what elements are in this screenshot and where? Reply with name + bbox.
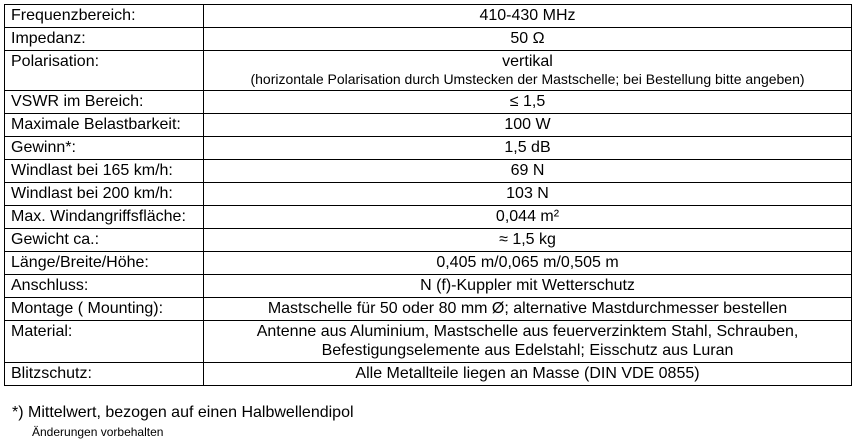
table-row xyxy=(5,321,852,363)
table-row xyxy=(5,114,852,137)
row-value: Alle Metallteile liegen an Masse (DIN VDE 0855) xyxy=(204,363,852,386)
row-value: 50 Ω xyxy=(204,28,852,51)
table-row xyxy=(5,252,852,275)
row-label: Länge/Breite/Höhe: xyxy=(5,252,204,275)
table-row xyxy=(5,28,852,51)
footnote: *) Mittelwert, bezogen auf einen Halbwellendipol xyxy=(12,404,354,421)
row-label: Windlast bei 165 km/h: xyxy=(5,160,204,183)
row-value: ≤ 1,5 xyxy=(204,91,852,114)
row-value: vertikal xyxy=(502,53,553,70)
table-row xyxy=(5,137,852,160)
row-value: ≈ 1,5 kg xyxy=(204,229,852,252)
row-value: 410-430 MHz xyxy=(204,5,852,28)
row-label: Material: xyxy=(5,321,204,363)
row-label: Anschluss: xyxy=(5,275,204,298)
table-row xyxy=(5,5,852,28)
row-value: 100 W xyxy=(204,114,852,137)
row-value: N (f)-Kuppler mit Wetterschutz xyxy=(204,275,852,298)
row-label: Windlast bei 200 km/h: xyxy=(5,183,204,206)
row-value: 103 N xyxy=(204,183,852,206)
row-label: Blitzschutz: xyxy=(5,363,204,386)
table-row xyxy=(5,160,852,183)
table-row xyxy=(5,206,852,229)
table-row xyxy=(5,363,852,386)
spec-table xyxy=(4,4,852,386)
row-value-line2: Befestigungselemente aus Edelstahl; Eisschutz aus Luran xyxy=(321,342,734,359)
row-value: Antenne aus Aluminium, Mastschelle aus feuerverzinktem Stahl, Schrauben, xyxy=(256,323,799,340)
row-value: 1,5 dB xyxy=(204,137,852,160)
row-label: Gewicht ca.: xyxy=(5,229,204,252)
row-value-cell xyxy=(204,321,852,363)
table-row xyxy=(5,183,852,206)
table-row xyxy=(5,298,852,321)
row-value: 0,405 m/0,065 m/0,505 m xyxy=(204,252,852,275)
row-label: Impedanz: xyxy=(5,28,204,51)
row-label: VSWR im Bereich: xyxy=(5,91,204,114)
disclaimer: Änderungen vorbehalten xyxy=(32,425,164,439)
row-value: 0,044 m² xyxy=(204,206,852,229)
row-label: Maximale Belastbarkeit: xyxy=(5,114,204,137)
table-row xyxy=(5,275,852,298)
table-row xyxy=(5,51,852,91)
table-row xyxy=(5,229,852,252)
row-label: Montage ( Mounting): xyxy=(5,298,204,321)
row-label: Polarisation: xyxy=(5,51,204,91)
row-value: 69 N xyxy=(204,160,852,183)
row-label: Max. Windangriffsfläche: xyxy=(5,206,204,229)
row-value-note: (horizontale Polarisation durch Umstecken der Mastschelle; bei Bestellung bitte angeben) xyxy=(250,71,805,87)
row-value-cell xyxy=(204,51,852,91)
table-row xyxy=(5,91,852,114)
row-label: Gewinn*: xyxy=(5,137,204,160)
row-label: Frequenzbereich: xyxy=(5,5,204,28)
row-value: Mastschelle für 50 oder 80 mm Ø; alternative Mastdurchmesser bestellen xyxy=(204,298,852,321)
